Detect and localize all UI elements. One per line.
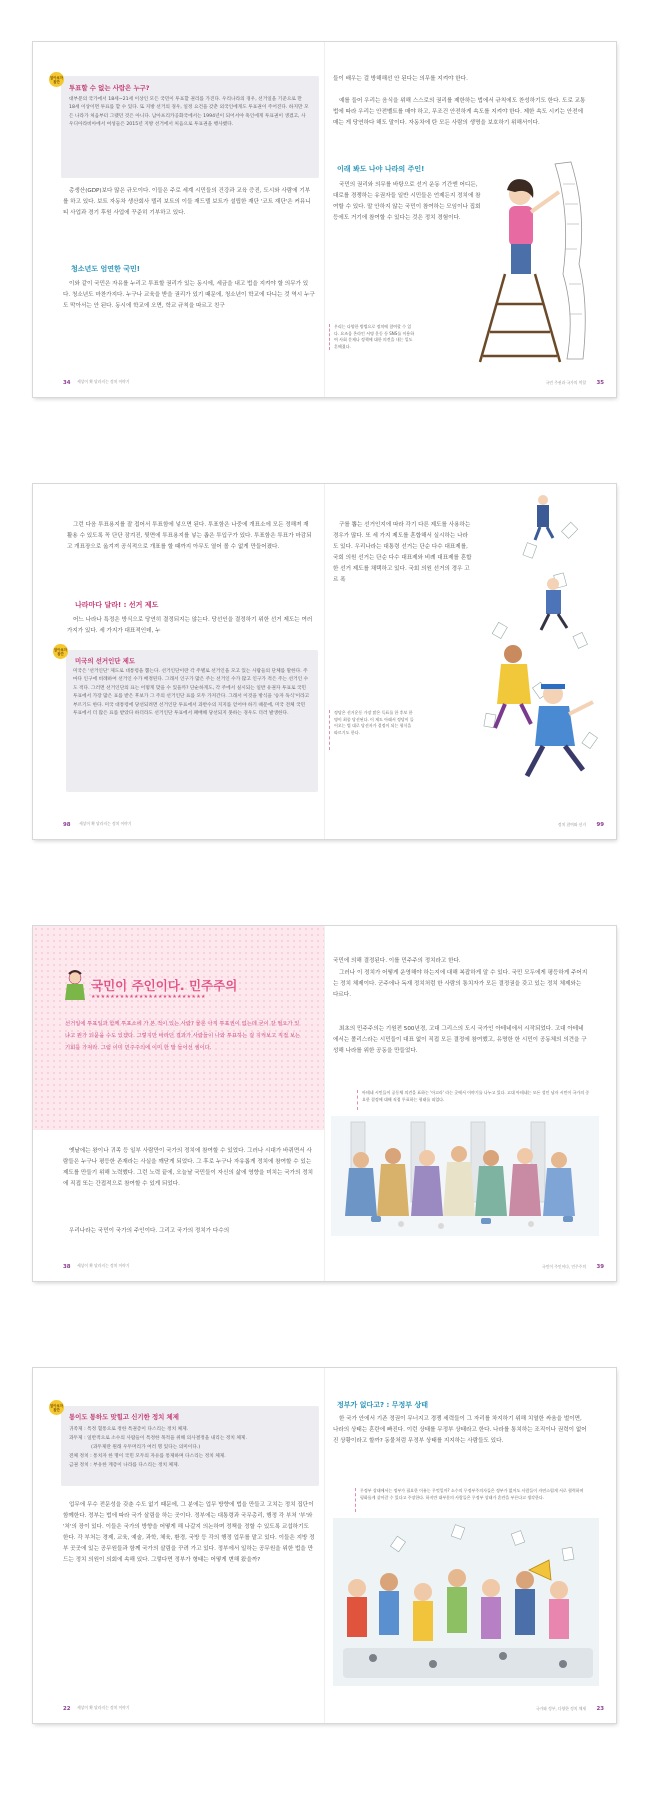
illustration-chaos-crowd [333,1518,599,1686]
info-box-text: 대부분의 국가에서 18세~21세 이상인 모든 국민이 투표할 권리를 가진다. 우리나라의 경우, 선거일을 기준으로 만 18세 이상이면 투표를 할 수 있다. 또 지방 선거의 경우, 일정 요건을 갖춘 외국인에게도 투표권이 주어진다. 하지만 모든 나라가 처음부터 그랬던 것은 아니다. 남아프리카공화국에서는 1994년이 되어서야 흑인에게 투표권이 생겼고, 사우디아라비아에서 여성들은 2015년 지방 선거에서 처음으로 투표권을 행사했다. [69,97,309,128]
body-paragraph: 예를 들어 우리는 음식을 위해 스스로의 권리를 제한하는 법에서 규칙에도 찬성하기도 한다. 도로 교통법에 따라 우리는 안전벨트를 매야 하고, 무조건 안전하게 속도를 지켜야 한다. 제한 속도 시키는 안전에 매는 게 당연하다 해도 말이다. 자동차에 탄 모든 사람의 생명을 보호하기 위해서이다. [333,98,586,126]
body-paragraph: 총생산(GDP)보다 많은 규모이다. 이들은 주로 세계 시민들의 건강과 교육 증진, 도시와 사람에 기부를 하고 있다. 보트 자동차 생산회사 델리 보트의 이들 재드델 보트가 설립한 재단 '코트 재단'은 커뮤니티 사업과 경기 후원 사업에 꾸준히 기부하고 있다. [63,188,311,216]
page-98 [33,484,324,839]
running-head: 국민이 주인이다, 민주주의 [542,1264,586,1269]
body-paragraph: 구를 뽑는 선거인지에 따라 각기 다른 제도를 사용하는 경우가 많다. 또 세 가지 제도를 혼합해서 실시하는 나라도 있다. 우리나라는 대통령 선거는 단순 다수 대표제를, 국회 의원 선거는 단순 다수 대표제와 비례 대표제를 혼합한 선거 제도를 채택하고 있다. 국회 의원 선거의 경우 고르 폭 [333,522,472,583]
spread-4 [33,1368,616,1723]
body-paragraph: 최초의 민주주의는 기원전 500년경, 고대 그리스의 도시 국가인 아테네에서 시작되었다. 고대 아테네에서는 폴리스라는 시민들이 대표 없이 직접 모든 결정에 참여했고, 유명한 한 시민이 공동체의 의견을 구성해 나라를 위한 공동을 만들었다. [333,1026,587,1054]
info-box-text: 미국은 '선거인단' 제도로 대통령을 뽑는다. 선거인단이란 각 주별로 선거인을 모고 있는 사람들의 단체를 말한다. 주마다 인구에 비례하여 선거인 수가 배정된다. 그래서 인구가 많은 주는 선거인 수가 많고 인구가 적은 주는 선거인 수도 적다. 그러면 선거인단의 표는 어떻게 맞을 수 있을까? 단순하게도, 각 주에서 실시되는 일반 유권자 투표로 국민 투표에서 가장 많은 표를 받은 후보가 그 주의 선거인단 표를 모두 가져간다. 그래서 이것을 방식을 '승자 독식'이라고 부르기도 한다. 미국 대통령에 당선되려면 선거인단 투표에서 과반수의 지지를 얻어야 하기 때문에, 미국 전체 국민 투표에서 더 많은 표를 받았다 하더라도 선거인단 투표에서 패배해 당선되지 못하는 경우도 더러 발생한다. [73,669,310,717]
section-heading: 정부가 없다고? : 무정부 상태 [337,1401,428,1409]
info-box-title: 미국의 선거인단 제도 [75,657,136,665]
chapter-title: 국민이 주인이다. 민주주의 [91,978,238,993]
section-heading: 청소년도 엄연한 국민! [71,265,140,273]
body-paragraph: 업무에 무수 전문성을 갖춘 수도 없기 때문에, 그 분에는 업무 방향에 법을 만들고 고치는 정치 집단이 함께한다. 정부는 법에 따라 국가 살림을 하는 곳이다. 정부에는 대통령과 국무총리, 행정 각 부처 '부'와 '처'의 장이 있다. 이들은 국가의 방향을 어떻게 해 나갈지 의논하며 정책을 정할 수 있도록 교섭하기도 한다. 각 부처는 경제, 교육, 예술, 과학, 체육, 환경, 국방 등 각의 행정 업무를 맡고 있다. 이들은 지방 정부 곳곳에 있는 공무원들과 함께 국가의 살림을 꾸려 가고 있다. 정부에서 일하는 공무원을 위한 법을 만드는 정치 의원이 의회에 속해 있다. 그렇다면 정부가 형태는 어떻게 변해 왔을까? [63,1502,315,1563]
running-head: 국가와 정부, 다양한 정치 체제 [535,1706,586,1711]
page-number: 34 [63,380,71,386]
page-38 [33,926,324,1281]
info-box-title: 투표할 수 없는 사람은 누구? [69,84,150,92]
page-number: 39 [596,1264,604,1270]
running-head: 세상이 확 달라지는 정치 이야기 [77,379,130,384]
running-head: 세상이 확 달라지는 정치 이야기 [77,1263,130,1268]
page-23 [325,1368,616,1723]
illustration-caption: 아테네 시민들이 공동체 의견을 표하는 '아고라' 라는 곳에서 이야기를 나누고 있다. 고대 아테네는 모든 성인 남자 시민이 국가의 중요한 결정에 대해 직접 투표하는 형태를 띠었다. [362,1090,590,1102]
info-box-line: (과두제란 원래 우두머리가 여러 명 있다는 의미이다.) [91,1445,201,1450]
caption-pointer [355,1488,356,1512]
body-paragraph: 한 국가 안에서 기존 정권이 무너지고 경쟁 세력들이 그 자리를 차지하기 위해 치열한 싸움을 벌이면, 나라의 상태는 혼란에 빠진다. 이런 상태를 무정부 상태라고 한다. 나라를 통치하는 조직이나 권력이 없어진 상황이라고 할까? 동물처럼 무정부 상태를 지지하는 사람들도 있다. [333,1416,587,1444]
page-number: 22 [63,1706,71,1712]
caption-pointer [329,710,330,750]
illustration-caption: 우리는 다양한 방법으로 정치에 참여할 수 있다. 요즈음 온라인 서명 운동 등 SNS를 이용하여 사회 문제나 정책에 대한 의견을 내는 일도 흔해졌다. [334,324,415,349]
section-heading: 나라마다 달라! : 선거 제도 [75,601,159,609]
page-number: 38 [63,1264,71,1270]
page-number: 23 [596,1706,604,1712]
info-badge: 알아보자 참깐 [53,644,68,659]
running-head: 정치 참여와 선거 [557,822,586,827]
body-paragraph: 우리나라는 국민이 국가의 주인이다. 그리고 국가의 정치가 다수의 [69,1228,230,1234]
info-box-line: 금권 정치 : 부유한 계층이 나라를 다스리는 정치 체제. [69,1463,180,1468]
page-99 [325,484,616,839]
caption-pointer [329,324,330,350]
spread-1 [33,42,616,397]
body-paragraph-text: 국민에 의해 결정된다. 이를 민주주의 정치라고 한다. [333,958,461,964]
info-box-line: 과두제 : 일반적으로 소수의 사람들이 특정한 목적을 위해 의사결정을 내리는 정치 체제. [69,1436,247,1441]
body-paragraph: 옛날에는 왕이나 귀족 등 일부 사람만이 국가의 정치에 참여할 수 있었다. 그러나 시대가 바뀌면서 사람들은 누구나 평등한 존재라는 사실을 깨닫게 되었다. 그 후로 누구나 자유롭게 정치에 참여할 수 있는 제도를 만들기 위해 노력했다. 그런 노력 끝에, 오늘날 국민들이 자신의 삶에 영향을 미치는 국가의 정치에 직접 또는 간접적으로 참여할 수 있게 되었다. [63,1148,313,1187]
page-34 [33,42,324,397]
body-paragraph: 들이 배우는 걸 방해해선 안 된다는 의무를 지켜야 한다. [333,76,468,82]
body-paragraph: 국민의 권리와 의무를 바탕으로 선거 운동 기간엔 어디든, 대로를 경쟁하는 유권자들 일반 시민들은 언제든지 정치에 참여할 수 있다. 말 안하지 않는 국민이 참여하는 모임이나 집회 등에도 거기에 참여할 수 있다는 것은 정치 경험이다. [333,182,481,221]
info-badge: 알아보자 참깐 [49,1400,64,1415]
body-paragraph: 어느 나라나 특정은 방식으로 당연히 결정되지는 않는다. 당선인을 결정하기 위한 선거 제도는 여러 가지가 있다. 세 가지가 대표적인데, 누 [67,617,313,634]
body-paragraph: 이와 같이 국민은 자유를 누리고 투표할 권리가 있는 동시에, 세금을 내고 법을 지켜야 할 의무가 있다. 청소년도 마찬가지다. 누구나 교육을 받을 권리가 있기 때문에, 청소년이 학교에 다니는 것 역시 누구도 막아서는 안 된다. 동시에 학교에 오면, 학교 규칙을 따르고 친구 [63,281,315,309]
chapter-intro-text: 선거일에 투표일과 함께 투표소에 가 본 적이 있는 사람? 물론 아직 투표권이 없는데 굳이 갈 필요가 있냐고 뭔가 되묻을 수도 있겠다. 그렇지만 바라던 결과가 사람들이 나와 투표하는 걸 지켜보고 직접 보는 기회를 가져라. 그럼 이미 민주주의에 이미 한 발 들어선 셈이다. [65,1021,301,1051]
spread-3 [33,926,616,1281]
running-head: 국민 주권과 국가의 역할 [545,380,586,385]
chapter-figure-icon [63,970,87,1000]
illustration-petition-girl [475,154,595,364]
body-paragraph: 그런 다음 투표용지를 잘 접어서 투표함에 넣으면 된다. 투표함은 나중에 개표소에 모든 정해져 재활용 수 있도록 꼭 단단 잠겨진, 뒷면에 투표용지를 넣는 좁은 투입구가 있다. 투표함은 투표가 마감되고 개표장으로 옮겨져 공식적으로 개표를 할 때까지 아무도 열어 볼 수 없게 만들어졌다. [67,522,312,550]
body-paragraph: 그러나 이 정치가 어떻게 운영해야 하는지에 대해 복잡하게 알 수 있다. 국민 모두에게 평등하게 주어지는 정치 체제이다. 군주에나 독재 정치처럼 한 사람의 통치자가 모든 결정권을 갖고 있는 정치 체제와는 다르다. [333,970,588,998]
page-39 [325,926,616,1281]
info-badge: 알아보자 참깐 [49,72,64,87]
illustration-running-people [465,484,610,804]
running-head: 세상이 확 달라지는 정치 이야기 [77,1705,130,1710]
info-box-title: 통이도 통하도 맞힐고 신기한 정치 체제 [69,1413,179,1421]
spread-2 [33,484,616,839]
info-box-line: 전체 정치 : 통치자 한 명이 국민 모두의 자유를 통제하며 다스리는 정치 체제. [69,1454,226,1459]
illustration-athenian-assembly [331,1116,599,1236]
page-number: 35 [596,380,604,386]
section-heading: 이래 봐도 나야 나라의 주인! [337,165,425,173]
caption-pointer [357,1090,358,1110]
illustration-caption: 무정부 상태에서는 정부가 필요한 이유는 무엇일까? 소수의 무정부주의자들은 정부가 없어도 사람들이 자연스럽게 서로 협력하며 평화롭게 살아갈 수 있다고 주장한다. 하지만 대부분의 사람들은 무정부 상태가 혼란을 부른다고 생각한다. [360,1488,584,1500]
page-number: 99 [596,822,604,828]
body-paragraph [333,956,588,967]
illustration-caption: 정당은 선거운동 가장 많은 득표를 한 후보 한 명이 최종 당선된다. 이 제도 아래서 정당이 들어오는 법 대로 당선자가 결정이 되는 형식을 따르기도 한다. [334,710,414,735]
info-box-line: 귀족제 : 특정 혈통으로 정한 특권층이 다스리는 정치 체제. [69,1427,189,1432]
chapter-title-stars: ★★★★★★★★★★★★★★★★★★★★★★★★ [91,994,206,1000]
page-number: 98 [63,822,71,828]
page-35 [325,42,616,397]
page-22 [33,1368,324,1723]
running-head: 세상이 확 달라지는 정치 이야기 [79,821,132,826]
